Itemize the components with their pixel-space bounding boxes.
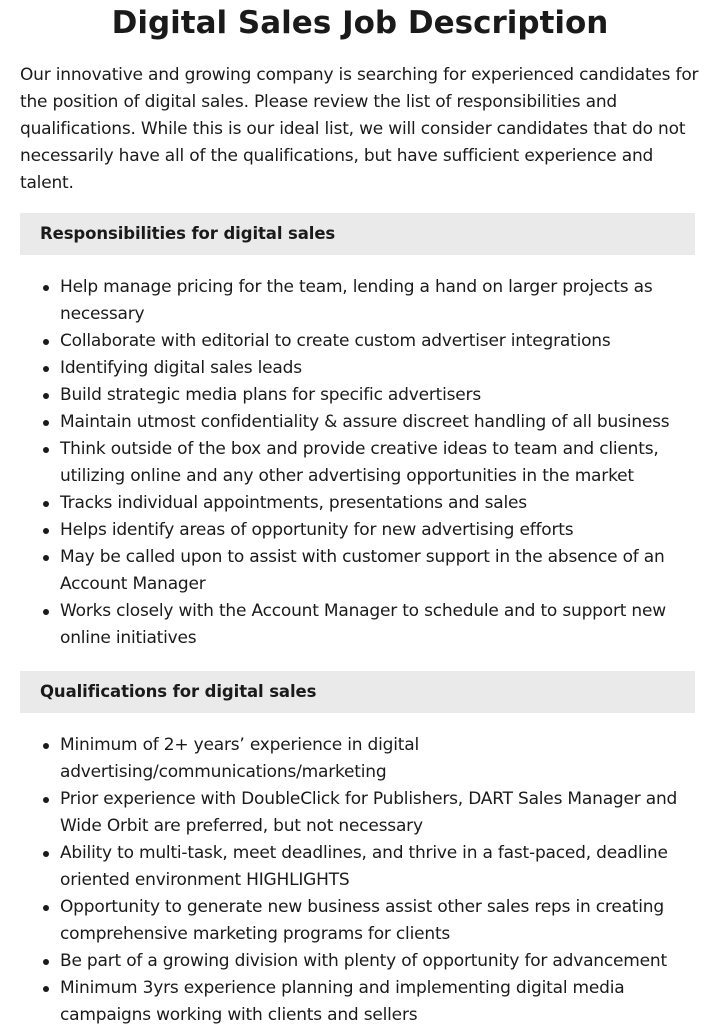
list-item [60, 544, 688, 598]
bullet-icon [43, 986, 49, 992]
list-item [60, 598, 688, 652]
list-item-text: Minimum of 2+ years’ experience in digital advertising/communications/marketing [60, 735, 419, 782]
list-item [60, 355, 688, 382]
list-item-text: Help manage pricing for the team, lending a hand on larger projects as necessary [60, 277, 653, 324]
bullet-icon [43, 366, 49, 372]
bullet-icon [43, 905, 49, 911]
list-item [60, 409, 688, 436]
list-item-text: Ability to multi-task, meet deadlines, and thrive in a fast-paced, deadline oriented environment HIGHLIGHTS [60, 843, 668, 890]
responsibilities-list [0, 274, 688, 652]
qualifications-heading: Qualifications for digital sales [20, 671, 695, 713]
list-item [60, 894, 688, 948]
qualifications-list [0, 732, 688, 1029]
list-item-text: Works closely with the Account Manager to schedule and to support new online initiatives [60, 601, 666, 648]
list-item-text: Identifying digital sales leads [60, 358, 302, 378]
list-item-text: Think outside of the box and provide creative ideas to team and clients, utilizing online and any other advertising opportunities in the market [60, 439, 659, 486]
list-item [60, 328, 688, 355]
bullet-icon [43, 555, 49, 561]
responsibilities-heading: Responsibilities for digital sales [20, 213, 695, 255]
list-item-text: Helps identify areas of opportunity for new advertising efforts [60, 520, 574, 540]
intro-paragraph: Our innovative and growing company is searching for experienced candidates for the position of digital sales. Please review the list of responsibilities and qualifications. While this is our ideal list, we will consider candidates that do not necessarily have all of the qualifications, but have sufficient experience and talent. [20, 65, 699, 193]
bullet-icon [43, 501, 49, 507]
list-item-text: Opportunity to generate new business assist other sales reps in creating comprehensive marketing programs for clients [60, 897, 664, 944]
bullet-icon [43, 609, 49, 615]
list-item [60, 975, 688, 1029]
list-item-text: May be called upon to assist with customer support in the absence of an Account Manager [60, 547, 665, 594]
list-item-text: Build strategic media plans for specific advertisers [60, 385, 482, 405]
list-item-text: Collaborate with editorial to create custom advertiser integrations [60, 331, 611, 351]
list-item [60, 436, 688, 490]
bullet-icon [43, 420, 49, 426]
list-item [60, 490, 688, 517]
list-item [60, 948, 688, 975]
bullet-icon [43, 447, 49, 453]
list-item-text: Minimum 3yrs experience planning and implementing digital media campaigns working with clients and sellers [60, 978, 625, 1025]
bullet-icon [43, 851, 49, 857]
list-item-text: Maintain utmost confidentiality & assure discreet handling of all business [60, 412, 670, 432]
list-item-text: Be part of a growing division with plenty of opportunity for advancement [60, 951, 667, 971]
list-item-text: Prior experience with DoubleClick for Publishers, DART Sales Manager and Wide Orbit are preferred, but not necessary [60, 789, 678, 836]
bullet-icon [43, 339, 49, 345]
list-item [60, 840, 688, 894]
bullet-icon [43, 528, 49, 534]
bullet-icon [43, 393, 49, 399]
list-item [60, 732, 688, 786]
list-item [60, 786, 688, 840]
list-item [60, 382, 688, 409]
bullet-icon [43, 285, 49, 291]
page-title: Digital Sales Job Description [111, 5, 609, 41]
bullet-icon [43, 797, 49, 803]
list-item-text: Tracks individual appointments, presentations and sales [60, 493, 527, 513]
list-item [60, 274, 688, 328]
list-item [60, 517, 688, 544]
bullet-icon [43, 959, 49, 965]
bullet-icon [43, 743, 49, 749]
